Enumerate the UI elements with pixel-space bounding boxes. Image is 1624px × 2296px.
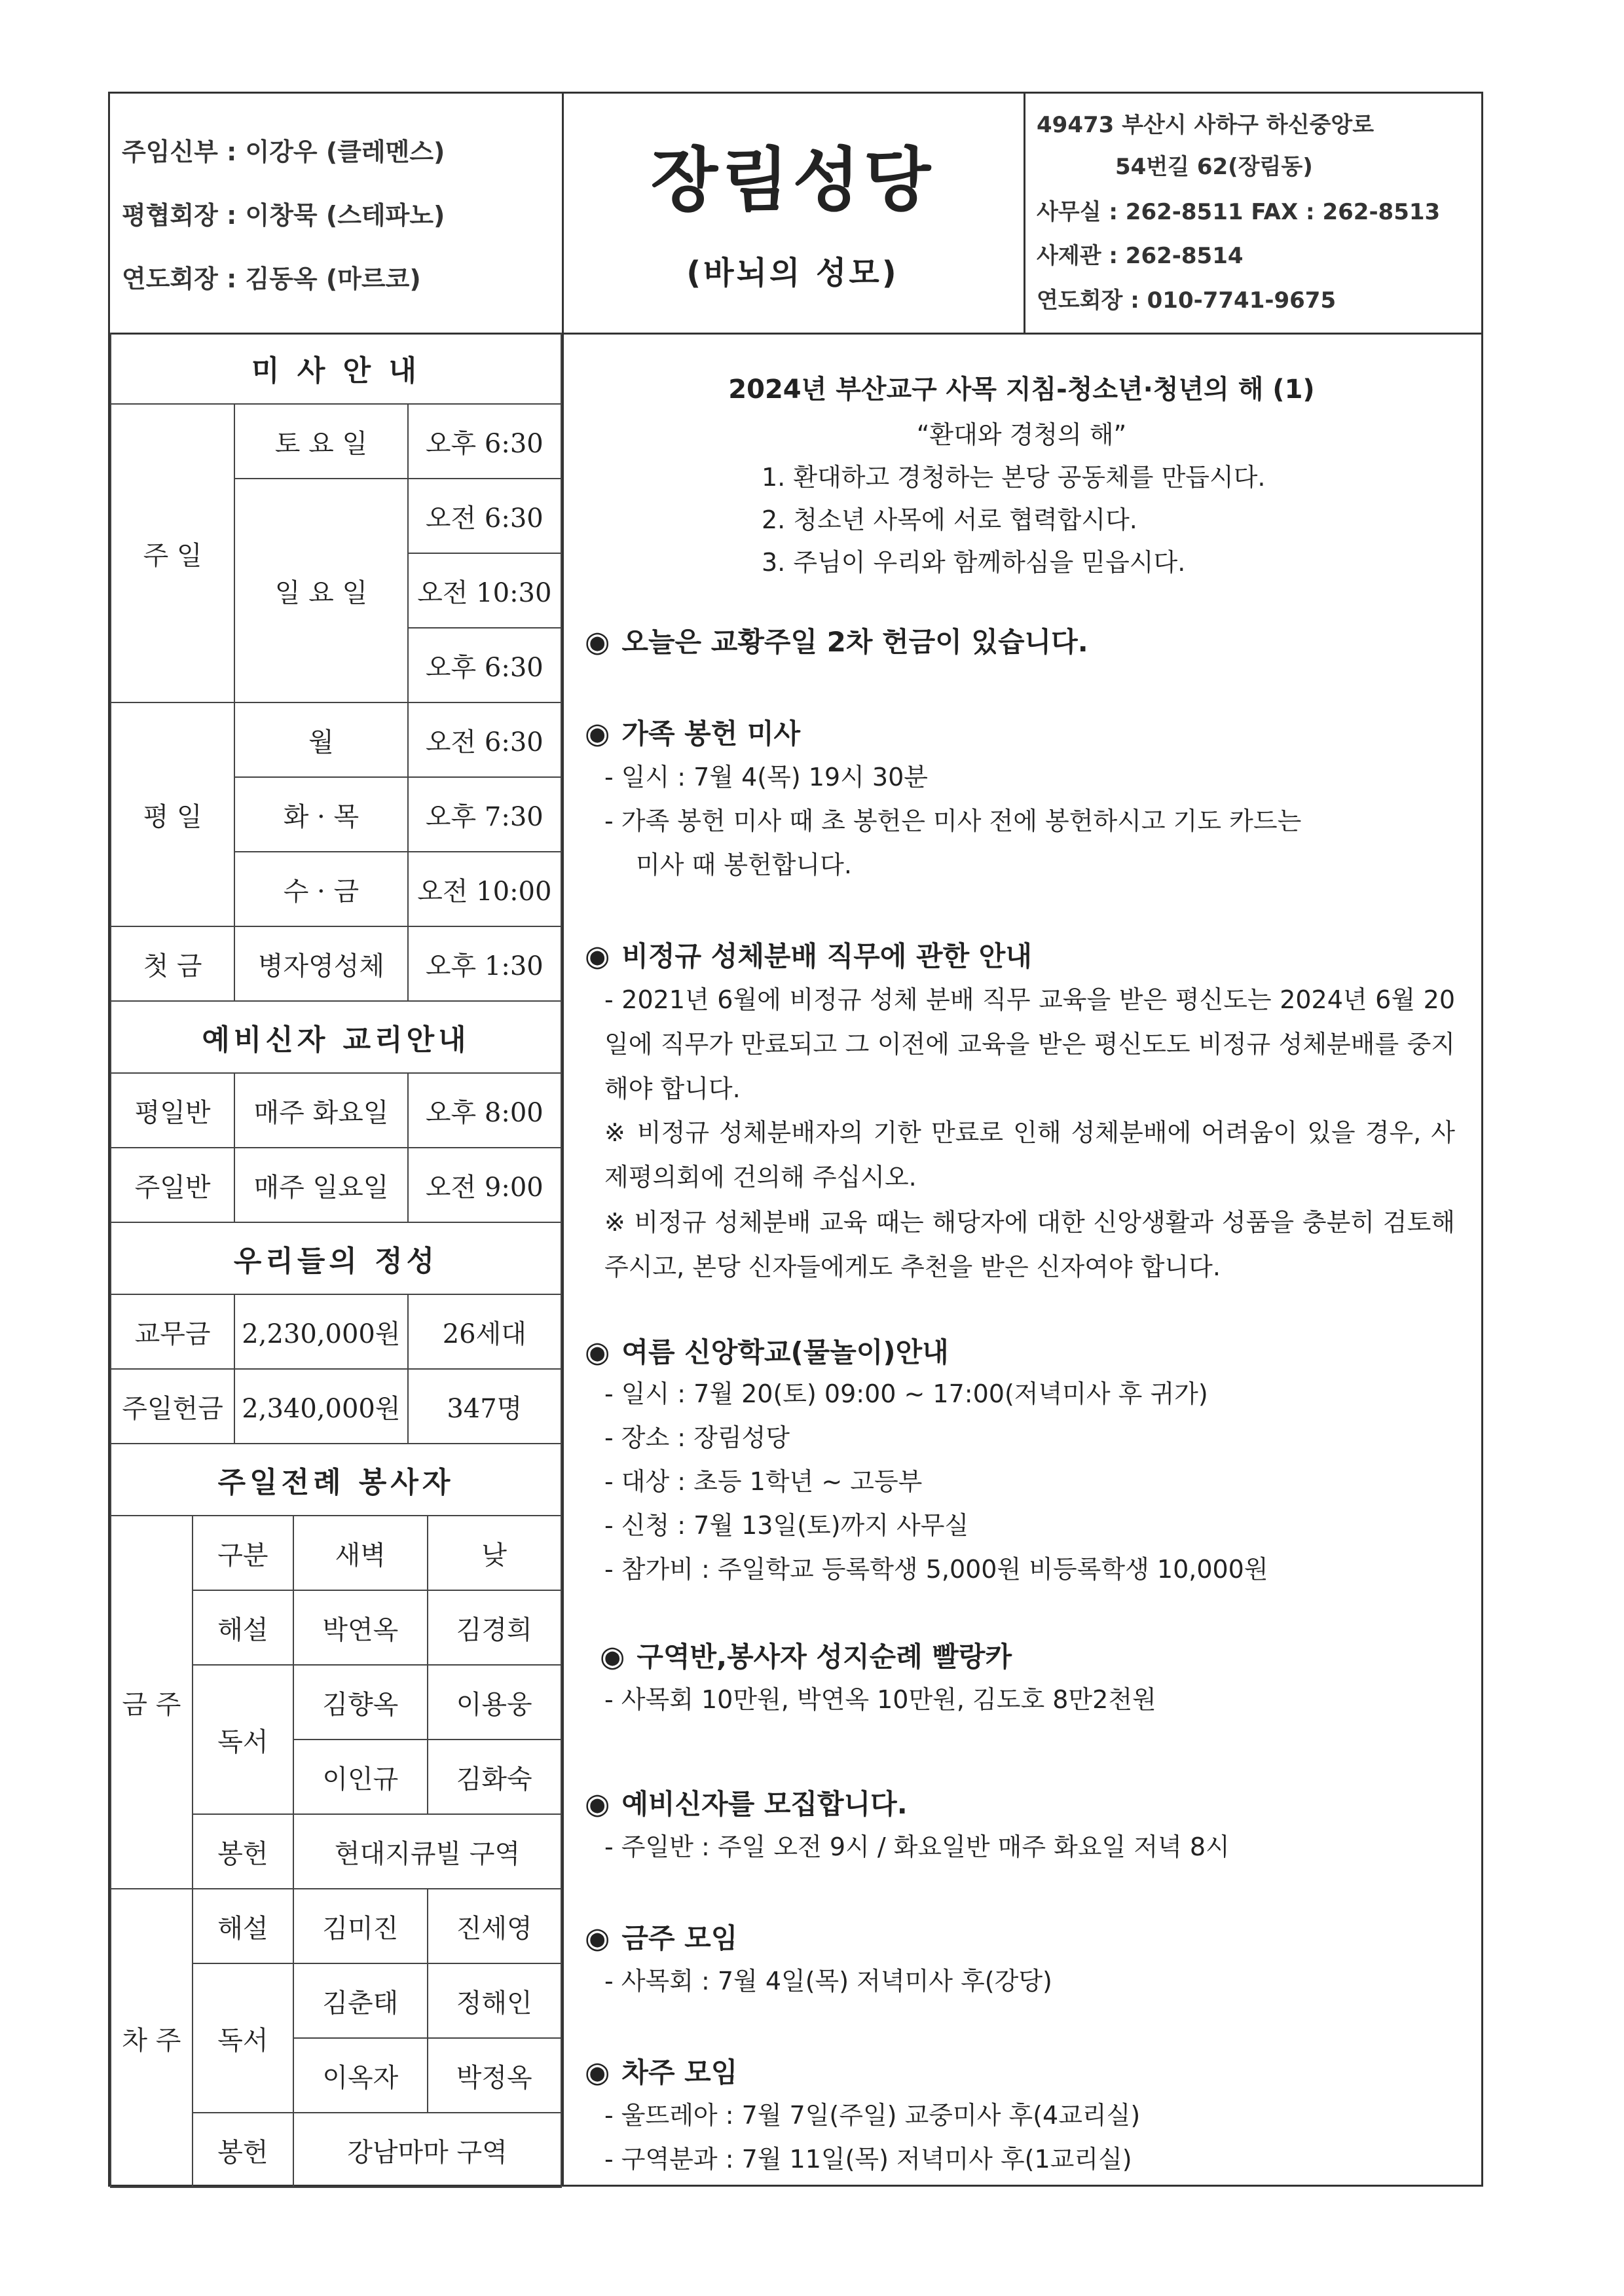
role-offering: 봉헌 [193, 1814, 293, 1889]
tue-thu-label: 화 · 목 [234, 777, 407, 852]
summer-school-line: - 참가비 : 주일학교 등록학생 5,000원 비등록학생 10,000원 [604, 1555, 1268, 1584]
council-president-line: 평협회장 : 이창묵 (스테파노) [122, 201, 445, 230]
summer-school-line: - 대상 : 초등 1학년 ~ 고등부 [604, 1467, 923, 1496]
role-reader: 독서 [193, 1963, 293, 2113]
catechism-day: 매주 일요일 [234, 1148, 407, 1222]
catechism-time: 오후 8:00 [408, 1073, 561, 1148]
bullet-icon: ◉ [585, 2056, 610, 2089]
catechumen-heading: ◉ 예비신자를 모집합니다. [585, 1787, 908, 1821]
offering-district: 강남마마 구역 [293, 2113, 561, 2187]
saturday-label: 토 요 일 [234, 404, 407, 479]
family-mass-line: - 일시 : 7월 4(목) 19시 30분 [604, 763, 928, 792]
clergy-list [110, 94, 564, 333]
wed-fri-label: 수 · 금 [234, 852, 407, 926]
role-commentator: 해설 [193, 1889, 293, 1963]
server-name: 김향옥 [293, 1665, 427, 1740]
patron-saint: (바뇌의 성모) [686, 255, 899, 291]
sick-communion-time: 오후 1:30 [408, 926, 561, 1001]
offering-count: 347명 [408, 1369, 561, 1444]
server-name: 이용웅 [428, 1665, 562, 1740]
role-offering: 봉헌 [193, 2113, 293, 2187]
sunday-time: 오후 6:30 [408, 628, 561, 702]
this-week-label: 금 주 [111, 1516, 193, 1889]
family-mass-line: - 가족 봉헌 미사 때 초 봉헌은 미사 전에 봉헌하시고 기도 카드는 [604, 807, 1302, 835]
server-name: 정해인 [428, 1963, 562, 2038]
catechism-label: 주일반 [111, 1148, 234, 1222]
next-week-label: 차 주 [111, 1889, 193, 2187]
server-name: 김경희 [428, 1590, 562, 1665]
summer-school-line: - 일시 : 7월 20(토) 09:00 ~ 17:00(저녁미사 후 귀가) [604, 1379, 1208, 1408]
catechism-time: 오전 9:00 [408, 1148, 561, 1222]
sunday-time: 오전 10:30 [408, 553, 561, 628]
guideline-goal: 1. 환대하고 경청하는 본당 공동체를 만듭시다. [762, 463, 1266, 492]
pastor-line: 주임신부 : 이강우 (클레멘스) [122, 137, 445, 166]
summer-school-line: - 장소 : 장림성당 [604, 1423, 790, 1452]
this-week-meeting-heading: ◉ 금주 모임 [585, 1922, 738, 1955]
summer-school-heading: ◉ 여름 신앙학교(물놀이)안내 [585, 1336, 949, 1369]
servers-title: 주일전례 봉사자 [111, 1444, 561, 1516]
offering-count: 26세대 [408, 1294, 561, 1369]
saturday-time: 오후 6:30 [408, 404, 561, 479]
server-name: 김미진 [293, 1889, 427, 1963]
office-phone: 사무실 : 262-8511 FAX : 262-8513 [1037, 199, 1441, 225]
col-dawn: 새벽 [293, 1516, 427, 1590]
catechism-day: 매주 화요일 [234, 1073, 407, 1148]
role-commentator: 해설 [193, 1590, 293, 1665]
pastoral-guideline-title: 2024년 부산교구 사목 지침-청소년·청년의 해 (1) [728, 374, 1315, 405]
bullet-icon: ◉ [585, 625, 610, 659]
emhc-heading: ◉ 비정규 성체분배 직무에 관한 안내 [585, 939, 1032, 973]
bullet-icon: ◉ [600, 1640, 625, 1673]
monday-time: 오전 6:30 [408, 702, 561, 777]
notice-column [562, 333, 1481, 2185]
summer-school-line: - 신청 : 7월 13일(토)까지 사무실 [604, 1511, 969, 1540]
weekday-label: 평 일 [111, 702, 234, 926]
guideline-goal: 2. 청소년 사목에 서로 협력합시다. [762, 505, 1137, 534]
offering-district: 현대지큐빌 구역 [293, 1814, 561, 1889]
address-line2: 54번길 62(장림동) [1115, 154, 1313, 180]
bulletin-page [108, 92, 1483, 2187]
address-line1: 49473 부산시 사하구 하신중앙로 [1037, 112, 1375, 138]
bullet-icon: ◉ [585, 717, 610, 750]
next-week-meeting-line: - 구역분과 : 7월 11일(목) 저녁미사 후(1교리실) [604, 2145, 1132, 2174]
yeondo-phone: 연도회장 : 010-7741-9675 [1037, 287, 1337, 314]
role-reader: 독서 [193, 1665, 293, 1814]
catechism-title: 예비신자 교리안내 [111, 1001, 561, 1073]
emhc-note: ※ 비정규 성체분배자의 기한 만료로 인해 성체분배에 어려움이 있을 경우, 사제평의회에 건의해 주십시오. [604, 1118, 1455, 1192]
offering-title: 우리들의 정성 [111, 1222, 561, 1294]
sunday-day-label: 일 요 일 [234, 479, 407, 702]
servers-table [110, 1516, 562, 2188]
family-mass-heading: ◉ 가족 봉헌 미사 [585, 717, 801, 750]
server-name: 진세영 [428, 1889, 562, 1963]
pilgrimage-line: - 사목회 10만원, 박연옥 10만원, 김도호 8만2천원 [604, 1685, 1156, 1714]
wed-fri-time: 오전 10:00 [408, 852, 561, 926]
rectory-phone: 사제관 : 262-8514 [1037, 243, 1244, 269]
server-name: 김춘태 [293, 1963, 427, 2038]
bullet-icon: ◉ [585, 1922, 610, 1955]
server-name: 박연옥 [293, 1590, 427, 1665]
sunday-time: 오전 6:30 [408, 479, 561, 553]
next-week-meeting-heading: ◉ 차주 모임 [585, 2056, 738, 2089]
bullet-icon: ◉ [585, 1336, 610, 1369]
offering-label: 교무금 [111, 1294, 234, 1369]
emhc-paragraph: - 2021년 6월에 비정규 성체 분배 직무 교육을 받은 평신도는 2024년 6월 20일에 직무가 만료되고 그 이전에 교육을 받은 평신도도 비정규 성체분배를 중지해야 합니다. [604, 985, 1455, 1103]
mass-title: 미 사 안 내 [111, 333, 561, 404]
church-title-block [562, 94, 1025, 333]
col-label: 구분 [193, 1516, 293, 1590]
mass-schedule-table [110, 333, 562, 1516]
offering-amount: 2,230,000원 [234, 1294, 407, 1369]
offering-amount: 2,340,000원 [234, 1369, 407, 1444]
header [110, 94, 1481, 335]
monday-label: 월 [234, 702, 407, 777]
tue-thu-time: 오후 7:30 [408, 777, 561, 852]
guideline-goal: 3. 주님이 우리와 함께하심을 믿읍시다. [762, 548, 1186, 577]
offering-label: 주일헌금 [111, 1369, 234, 1444]
catechumen-line: - 주일반 : 주일 오전 9시 / 화요일반 매주 화요일 저녁 8시 [604, 1832, 1230, 1861]
left-column [110, 333, 564, 2185]
sick-communion-label: 병자영성체 [234, 926, 407, 1001]
this-week-meeting-line: - 사목회 : 7월 4일(목) 저녁미사 후(강당) [604, 1967, 1052, 1995]
offertory-notice: ◉ 오늘은 교황주일 2차 헌금이 있습니다. [585, 625, 1088, 659]
server-name: 이인규 [293, 1740, 427, 1814]
bullet-icon: ◉ [585, 939, 610, 973]
first-friday-label: 첫 금 [111, 926, 234, 1001]
server-name: 박정옥 [428, 2038, 562, 2113]
yeondo-president-line: 연도회장 : 김동옥 (마르코) [122, 264, 421, 293]
pilgrimage-heading: ◉ 구역반,봉사자 성지순례 빨랑카 [600, 1640, 1012, 1673]
contact-block [1024, 94, 1481, 333]
pastoral-motto: “환대와 경청의 해” [916, 420, 1127, 449]
sunday-label: 주 일 [111, 404, 234, 702]
family-mass-line: 미사 때 봉헌합니다. [636, 850, 852, 879]
next-week-meeting-line: - 울뜨레아 : 7월 7일(주일) 교중미사 후(4교리실) [604, 2101, 1141, 2130]
server-name: 김화숙 [428, 1740, 562, 1814]
col-day: 낮 [428, 1516, 562, 1590]
server-name: 이옥자 [293, 2038, 427, 2113]
bullet-icon: ◉ [585, 1787, 610, 1821]
church-name: 장림성당 [650, 140, 935, 221]
emhc-note: ※ 비정규 성체분배 교육 때는 해당자에 대한 신앙생활과 성품을 충분히 검토해 주시고, 본당 신자들에게도 추천을 받은 신자여야 합니다. [604, 1208, 1455, 1281]
catechism-label: 평일반 [111, 1073, 234, 1148]
